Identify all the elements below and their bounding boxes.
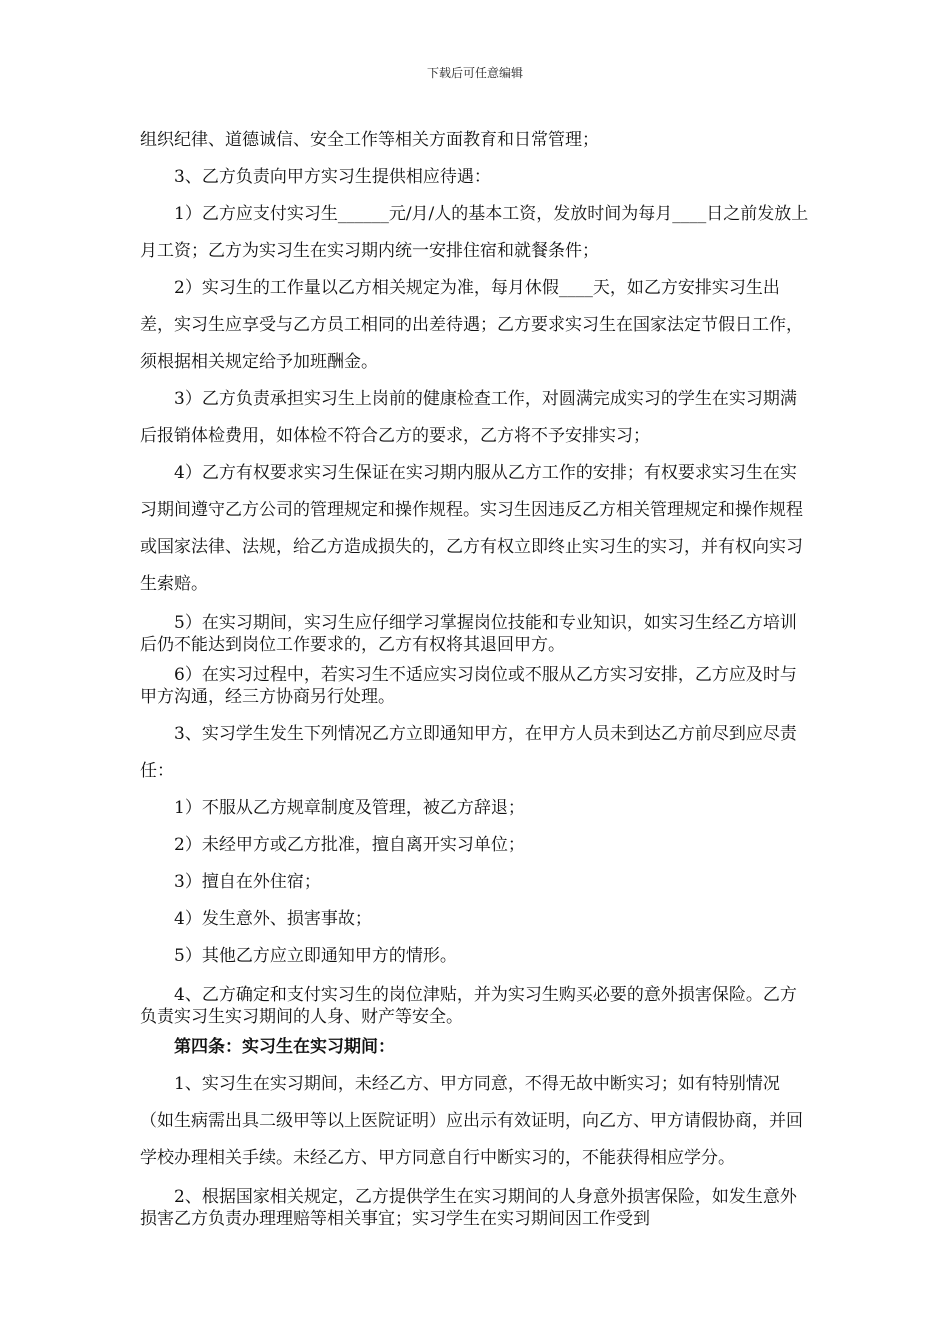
paragraph-8: 6）在实习过程中，若实习生不适应实习岗位或不服从乙方实习安排，乙方应及时与甲方沟通，经三方协商另行处理。	[140, 665, 797, 707]
paragraph-15: 4、乙方确定和支付实习生的岗位津贴，并为实习生购买必要的意外损害保险。乙方负责实习生实习期间的人身、财产等安全。	[140, 985, 797, 1027]
list-item-4: 4）发生意外、损害事故；	[174, 909, 372, 929]
list-item-5: 5）其他乙方应立即通知甲方的情形。	[174, 946, 457, 966]
paragraph-17: 1、实习生在实习期间，未经乙方、甲方同意，不得无故中断实习；如有特别情况（如生病需出具二级甲等以上医院证明）应出示有效证明，向乙方、甲方请假协商，并回学校办理相关手续。未经乙方、甲方同意自行中断实习的，不能获得相应学分。	[140, 1074, 803, 1168]
list-item-1: 1）不服从乙方规章制度及管理，被乙方辞退；	[174, 798, 525, 818]
paragraph-2: 3、乙方负责向甲方实习生提供相应待遇：	[174, 167, 491, 187]
list-item-3: 3）擅自在外住宿；	[174, 872, 321, 892]
paragraph-3: 1）乙方应支付实习生______元/月/人的基本工资，发放时间为每月____日之前发放上月工资；乙方为实习生在实习期内统一安排住宿和就餐条件；	[140, 204, 809, 261]
paragraph-1: 组织纪律、道德诚信、安全工作等相关方面教育和日常管理；	[140, 130, 599, 150]
page-header: 下载后可任意编辑	[426, 66, 523, 80]
paragraph-18: 2、根据国家相关规定，乙方提供学生在实习期间的人身意外损害保险，如发生意外损害乙方负责办理理赔等相关事宜；实习学生在实习期间因工作受到	[140, 1187, 797, 1229]
paragraph-9: 3、实习学生发生下列情况乙方立即通知甲方，在甲方人员未到达乙方前尽到应尽责任：	[140, 724, 797, 781]
list-item-2: 2）未经甲方或乙方批准，擅自离开实习单位；	[174, 835, 525, 855]
paragraph-4: 2）实习生的工作量以乙方相关规定为准，每月休假____天，如乙方安排实习生出差，实习生应享受与乙方员工相同的出差待遇；乙方要求实习生在国家法定节假日工作，须根据相关规定给予加班酬金。	[140, 278, 803, 372]
paragraph-5: 3）乙方负责承担实习生上岗前的健康检查工作，对圆满完成实习的学生在实习期满后报销体检费用，如体检不符合乙方的要求，乙方将不予安排实习；	[140, 389, 797, 446]
document-body	[140, 122, 812, 1238]
paragraph-6: 4）乙方有权要求实习生保证在实习期内服从乙方工作的安排；有权要求实习生在实习期间遵守乙方公司的管理规定和操作规程。实习生因违反乙方相关管理规定和操作规程或国家法律、法规，给乙方造成损失的，乙方有权立即终止实习生的实习，并有权向实习生索赔。	[140, 463, 803, 594]
section-heading-article-4: 第四条：实习生在实习期间：	[174, 1037, 395, 1057]
paragraph-7: 5）在实习期间，实习生应仔细学习掌握岗位技能和专业知识，如实习生经乙方培训后仍不能达到岗位工作要求的，乙方有权将其退回甲方。	[140, 613, 797, 655]
